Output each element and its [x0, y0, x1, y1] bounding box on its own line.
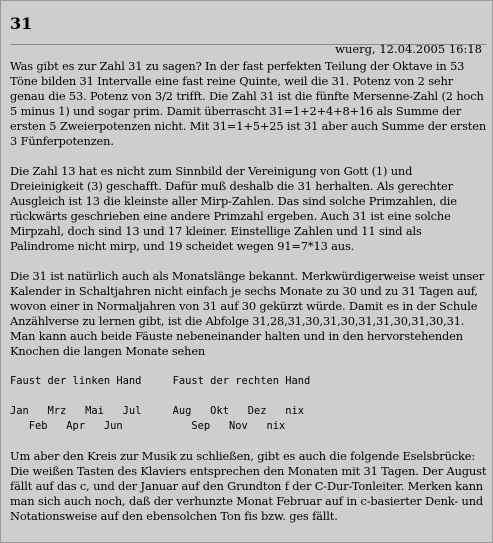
fist-table-row-short-months: Feb Apr Jun Sep Nov nix	[10, 420, 286, 432]
post-body	[10, 59, 488, 539]
paragraph-3: Die 31 ist natürlich auch als Monatslänge bekannt. Merkwürdigerweise weist unser Kalender in Schaltjahren nicht einfach je sechs Monate zu 30 und zu 31 Tagen auf, wovon einer in Normaljahren von 31 auf 30 gekürzt würde. Damit es in der Schule Anzählverse zu lernen gibt, ist die Abfolge 31,28,31,30,31,30,31,31,30,31,30,31. Man kann auch beide Fäuste nebeneinander halten und in den hervorstehenden Knochen die langen Monate sehen	[10, 269, 485, 358]
post-author: wuerg	[335, 42, 373, 56]
fist-month-table	[10, 374, 488, 434]
paragraph-2: Die Zahl 13 hat es nicht zum Sinnbild der Vereinigung von Gott (1) und Dreieinigkeit (3) geschafft. Dafür muß deshalb die 31 herhalten. Als gerechter Ausgleich ist 13 die kleinste aller Mirp-Zahlen. Das sind solche Primzahlen, die rückwärts geschrieben eine andere Primzahl ergeben. Auch 31 ist eine solche Mirpzahl, doch sind 13 und 17 kleiner. Einstellige Zahlen und 11 sind als Palindrome nicht mirp, und 19 scheidet wegen 91=7*13 aus.	[10, 164, 457, 253]
paragraph-1: Was gibt es zur Zahl 31 zu sagen? In der fast perfekten Teilung der Oktave in 53 Töne bilden 31 Intervalle eine fast reine Quinte, weil die 31. Potenz von 2 sehr genau die 53. Potenz von 3/2 trifft. Die Zahl 31 ist die fünfte Mersenne-Zahl (2 hoch 5 minus 1) und sogar prim. Damit überrascht 31=1+2+4+8+16 als Summe der ersten 5 Zweierpotenzen nicht. Mit 31=1+5+25 ist 31 aber auch Summe der ersten 3 Fünferpotenzen.	[10, 59, 487, 148]
fist-table-row-long-months: Jan Mrz Mai Jul Aug Okt Dez nix	[10, 405, 305, 417]
post-datetime: 12.04.2005 16:18	[379, 42, 482, 56]
fist-table-header: Faust der linken Hand Faust der rechten Hand	[10, 375, 311, 387]
post-title: 31	[10, 14, 33, 33]
post-meta: wuerg, 12.04.2005 16:18	[335, 42, 482, 56]
paragraph-closing: Um aber den Kreis zur Musik zu schließen, gibt es auch die folgende Eselsbrücke: Die weißen Tasten des Klaviers entsprechen den Monaten mit 31 Tagen. Der August fällt auf das c, und der Januar auf den Grundton f der C-Dur-Tonleiter. Merken kann man sich auch noch, daß der verhunzte Monat Februar auf in c-basierter Denk- und Notationsweise auf den ebensolchen Ton fis bzw. ges fällt.	[10, 449, 487, 523]
fist-table-spacer	[10, 389, 488, 404]
